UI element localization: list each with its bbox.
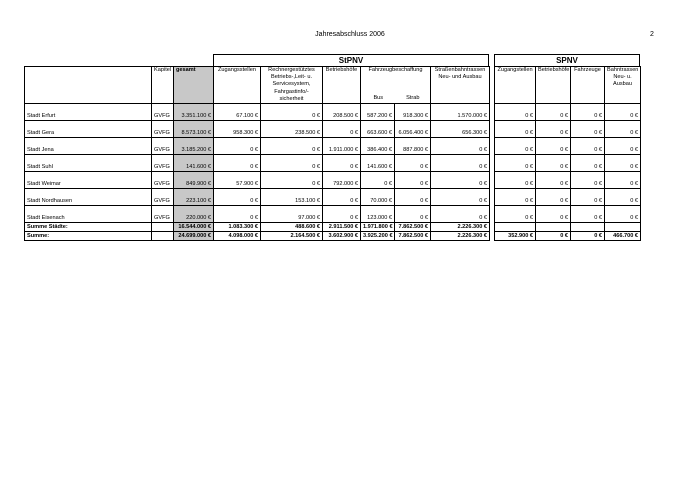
row-bus: 663.600 €: [361, 129, 395, 138]
row-bus: 0 €: [361, 180, 395, 189]
cell: [174, 172, 214, 181]
col-rechner: Rechnergestütztes Betriebs-,Leit- u. Servicesystem, Fahrgastinfo/-sicherheit: [261, 67, 323, 104]
row-name: Stadt Jena: [25, 146, 152, 155]
row-sb: 0 €: [536, 214, 571, 223]
table-row: [25, 146, 641, 155]
summe-staedte-row: [25, 223, 641, 232]
spacer-row: [25, 172, 641, 181]
spacer-row: [25, 206, 641, 215]
summe-staedte-rech: 488.600 €: [261, 223, 323, 232]
cell: [214, 104, 261, 113]
summe-rech: 2.164.500 €: [261, 232, 323, 241]
table-row: [25, 180, 641, 189]
cell: [536, 189, 571, 198]
row-sb: 0 €: [536, 163, 571, 172]
row-str: 1.570.000 €: [431, 112, 490, 121]
group-header-spnv: SPNV: [494, 54, 640, 66]
row-sf: 0 €: [571, 146, 605, 155]
row-sz: 0 €: [495, 197, 536, 206]
cell: [174, 104, 214, 113]
row-str: 0 €: [431, 197, 490, 206]
cell: [571, 206, 605, 215]
row-kapitel: GVFG: [152, 197, 174, 206]
row-sz: 0 €: [495, 146, 536, 155]
summe-zug: 4.098.000 €: [214, 232, 261, 241]
summe-sbt: 466.700 €: [605, 232, 641, 241]
row-sz: 0 €: [495, 163, 536, 172]
cell: [323, 121, 361, 130]
cell: [605, 121, 641, 130]
cell: [605, 155, 641, 164]
row-zug: 67.100 €: [214, 112, 261, 121]
cell: [25, 155, 152, 164]
cell: [214, 138, 261, 147]
cell: [25, 172, 152, 181]
summe-strab: 7.862.500 €: [395, 232, 431, 241]
summe-staedte-betr: 2.911.500 €: [323, 223, 361, 232]
summe-staedte-str: 2.226.300 €: [431, 223, 490, 232]
cell: [395, 206, 431, 215]
row-sbt: 0 €: [605, 214, 641, 223]
row-sz: 0 €: [495, 129, 536, 138]
row-sf: 0 €: [571, 163, 605, 172]
cell: [605, 189, 641, 198]
cell: [495, 189, 536, 198]
cell: [495, 155, 536, 164]
spacer-row: [25, 104, 641, 113]
cell: [395, 121, 431, 130]
col-strassenbahntrassen: Straßenbahntrassen Neu- und Ausbau: [431, 67, 490, 104]
cell: [361, 155, 395, 164]
row-bus: 587.200 €: [361, 112, 395, 121]
row-zug: 0 €: [214, 214, 261, 223]
cell: [261, 206, 323, 215]
cell: [261, 138, 323, 147]
cell: [431, 155, 490, 164]
header-row: [25, 67, 641, 104]
spacer-row: [25, 189, 641, 198]
row-sbt: 0 €: [605, 163, 641, 172]
row-sb: 0 €: [536, 180, 571, 189]
row-sbt: 0 €: [605, 180, 641, 189]
summe-betr: 3.602.900 €: [323, 232, 361, 241]
row-rech: 0 €: [261, 180, 323, 189]
row-sz: 0 €: [495, 112, 536, 121]
cell: [261, 121, 323, 130]
cell: [25, 206, 152, 215]
row-sf: 0 €: [571, 197, 605, 206]
summe-row: [25, 232, 641, 241]
col-kapitel: Kapitel: [152, 67, 174, 104]
cell: [571, 223, 605, 232]
summe-sb: 0 €: [536, 232, 571, 241]
row-sbt: 0 €: [605, 146, 641, 155]
summe-bus: 3.925.200 €: [361, 232, 395, 241]
row-name: Stadt Suhl: [25, 163, 152, 172]
row-sb: 0 €: [536, 129, 571, 138]
cell: [261, 155, 323, 164]
cell: [214, 121, 261, 130]
summe-staedte-strab: 7.862.500 €: [395, 223, 431, 232]
cell: [571, 121, 605, 130]
row-kapitel: GVFG: [152, 146, 174, 155]
cell: [536, 138, 571, 147]
row-name: Stadt Nordhausen: [25, 197, 152, 206]
col-s-betriebshoefe: Betriebshöfe: [536, 67, 571, 104]
cell: [361, 172, 395, 181]
row-betr: 1.911.000 €: [323, 146, 361, 155]
cell: [571, 138, 605, 147]
col-bus: Bus: [373, 94, 384, 101]
cell: [323, 155, 361, 164]
row-zug: 0 €: [214, 163, 261, 172]
col-zugangsstellen: Zugangsstellen: [214, 67, 261, 104]
cell: [152, 104, 174, 113]
cell: [174, 189, 214, 198]
cell: [323, 189, 361, 198]
summe-sz: 352.900 €: [495, 232, 536, 241]
cell: [261, 104, 323, 113]
row-str: 656.300 €: [431, 129, 490, 138]
cell: [174, 155, 214, 164]
row-gesamt: 3.351.100 €: [174, 112, 214, 121]
row-sb: 0 €: [536, 197, 571, 206]
summe-label: Summe:: [25, 232, 152, 241]
cell: [152, 138, 174, 147]
cell: [214, 189, 261, 198]
cell: [152, 155, 174, 164]
cell: [174, 138, 214, 147]
cell: [536, 223, 571, 232]
row-betr: 792.000 €: [323, 180, 361, 189]
row-rech: 238.500 €: [261, 129, 323, 138]
cell: [495, 138, 536, 147]
cell: [495, 206, 536, 215]
cell: [214, 172, 261, 181]
row-name: Stadt Weimar: [25, 180, 152, 189]
summe-staedte-label: Summe Städte:: [25, 223, 152, 232]
cell: [536, 155, 571, 164]
row-strab: 0 €: [395, 197, 431, 206]
cell: [495, 223, 536, 232]
row-kapitel: GVFG: [152, 112, 174, 121]
page-number: 2: [650, 31, 654, 38]
col-betriebshoefe: Betriebshöfe: [323, 67, 361, 104]
col-fahrzeugbeschaffung: [361, 67, 431, 104]
cell: [323, 206, 361, 215]
cell: [152, 223, 174, 232]
cell: [605, 223, 641, 232]
row-sf: 0 €: [571, 129, 605, 138]
row-bus: 386.400 €: [361, 146, 395, 155]
col-s-zugangstellen: Zugangstellen: [495, 67, 536, 104]
cell: [395, 104, 431, 113]
row-gesamt: 3.185.200 €: [174, 146, 214, 155]
cell: [395, 138, 431, 147]
cell: [536, 172, 571, 181]
row-strab: 0 €: [395, 163, 431, 172]
cell: [261, 172, 323, 181]
cell: [361, 206, 395, 215]
row-name: Stadt Gera: [25, 129, 152, 138]
row-strab: 918.300 €: [395, 112, 431, 121]
row-betr: 0 €: [323, 214, 361, 223]
group-header-stpnv: StPNV: [213, 54, 489, 66]
summe-str: 2.226.300 €: [431, 232, 490, 241]
row-bus: 141.600 €: [361, 163, 395, 172]
cell: [395, 172, 431, 181]
row-betr: 0 €: [323, 129, 361, 138]
row-zug: 0 €: [214, 197, 261, 206]
cell: [361, 104, 395, 113]
cell: [214, 206, 261, 215]
row-zug: 958.300 €: [214, 129, 261, 138]
cell: [174, 121, 214, 130]
cell: [25, 189, 152, 198]
row-sb: 0 €: [536, 112, 571, 121]
cell: [431, 104, 490, 113]
row-str: 0 €: [431, 180, 490, 189]
col-s-fahrzeuge: Fahrzeuge: [571, 67, 605, 104]
cell: [536, 104, 571, 113]
row-betr: 0 €: [323, 163, 361, 172]
table-row: [25, 129, 641, 138]
row-sf: 0 €: [571, 214, 605, 223]
document-title: Jahresabschluss 2006: [315, 31, 385, 38]
table-row: [25, 112, 641, 121]
cell: [431, 138, 490, 147]
cell: [395, 155, 431, 164]
cell: [361, 138, 395, 147]
row-sf: 0 €: [571, 112, 605, 121]
row-gesamt: 223.100 €: [174, 197, 214, 206]
cell: [323, 138, 361, 147]
cell: [152, 121, 174, 130]
cell: [431, 206, 490, 215]
row-str: 0 €: [431, 214, 490, 223]
summe-gesamt: 24.699.000 €: [174, 232, 214, 241]
row-sbt: 0 €: [605, 129, 641, 138]
row-strab: 6.056.400 €: [395, 129, 431, 138]
cell: [571, 189, 605, 198]
row-bus: 123.000 €: [361, 214, 395, 223]
cell: [25, 121, 152, 130]
cell: [152, 189, 174, 198]
row-sbt: 0 €: [605, 112, 641, 121]
row-str: 0 €: [431, 163, 490, 172]
cell: [605, 104, 641, 113]
cell: [323, 104, 361, 113]
row-strab: 0 €: [395, 180, 431, 189]
row-strab: 887.800 €: [395, 146, 431, 155]
row-kapitel: GVFG: [152, 163, 174, 172]
cell: [25, 138, 152, 147]
row-rech: 153.100 €: [261, 197, 323, 206]
cell: [571, 172, 605, 181]
row-betr: 0 €: [323, 197, 361, 206]
row-bus: 70.000 €: [361, 197, 395, 206]
summe-staedte-gesamt: 16.544.000 €: [174, 223, 214, 232]
cell: [536, 121, 571, 130]
cell: [495, 104, 536, 113]
row-kapitel: GVFG: [152, 180, 174, 189]
row-kapitel: GVFG: [152, 214, 174, 223]
cell: [495, 172, 536, 181]
row-betr: 208.500 €: [323, 112, 361, 121]
row-sbt: 0 €: [605, 197, 641, 206]
row-gesamt: 220.000 €: [174, 214, 214, 223]
col-fahrzeug-label: Fahrzeugbeschaffung: [368, 67, 423, 73]
cell: [605, 138, 641, 147]
cell: [395, 189, 431, 198]
row-sb: 0 €: [536, 146, 571, 155]
row-rech: 0 €: [261, 112, 323, 121]
cell: [605, 206, 641, 215]
row-gesamt: 849.900 €: [174, 180, 214, 189]
cell: [536, 206, 571, 215]
cell: [25, 104, 152, 113]
row-rech: 97.000 €: [261, 214, 323, 223]
table-row: [25, 214, 641, 223]
cell: [214, 155, 261, 164]
cell: [152, 172, 174, 181]
row-name: Stadt Eisenach: [25, 214, 152, 223]
row-strab: 0 €: [395, 214, 431, 223]
cell: [605, 172, 641, 181]
row-gesamt: 8.573.100 €: [174, 129, 214, 138]
col-gesamt: gesamt: [174, 67, 214, 104]
row-zug: 0 €: [214, 146, 261, 155]
row-rech: 0 €: [261, 163, 323, 172]
spacer-row: [25, 138, 641, 147]
row-sz: 0 €: [495, 214, 536, 223]
cell: [571, 155, 605, 164]
row-name: Stadt Erfurt: [25, 112, 152, 121]
row-sz: 0 €: [495, 180, 536, 189]
row-zug: 57.900 €: [214, 180, 261, 189]
spacer-row: [25, 155, 641, 164]
row-kapitel: GVFG: [152, 129, 174, 138]
cell: [361, 189, 395, 198]
summe-staedte-zug: 1.083.300 €: [214, 223, 261, 232]
cell: [431, 121, 490, 130]
table-row: [25, 197, 641, 206]
spacer-row: [25, 121, 641, 130]
cell: [323, 172, 361, 181]
cell: [174, 206, 214, 215]
cell: [261, 189, 323, 198]
cell: [152, 206, 174, 215]
summe-staedte-bus: 1.971.800 €: [361, 223, 395, 232]
budget-table: [24, 66, 641, 241]
col-strab: Strab: [406, 94, 420, 101]
row-str: 0 €: [431, 146, 490, 155]
cell: [495, 121, 536, 130]
row-gesamt: 141.600 €: [174, 163, 214, 172]
row-sf: 0 €: [571, 180, 605, 189]
col-s-bahntrassen: Bahntrassen Neu- u. Ausbau: [605, 67, 641, 104]
cell: [431, 189, 490, 198]
row-rech: 0 €: [261, 146, 323, 155]
cell: [152, 232, 174, 241]
cell: [571, 104, 605, 113]
cell: [361, 121, 395, 130]
table-row: [25, 163, 641, 172]
summe-sf: 0 €: [571, 232, 605, 241]
cell: [431, 172, 490, 181]
